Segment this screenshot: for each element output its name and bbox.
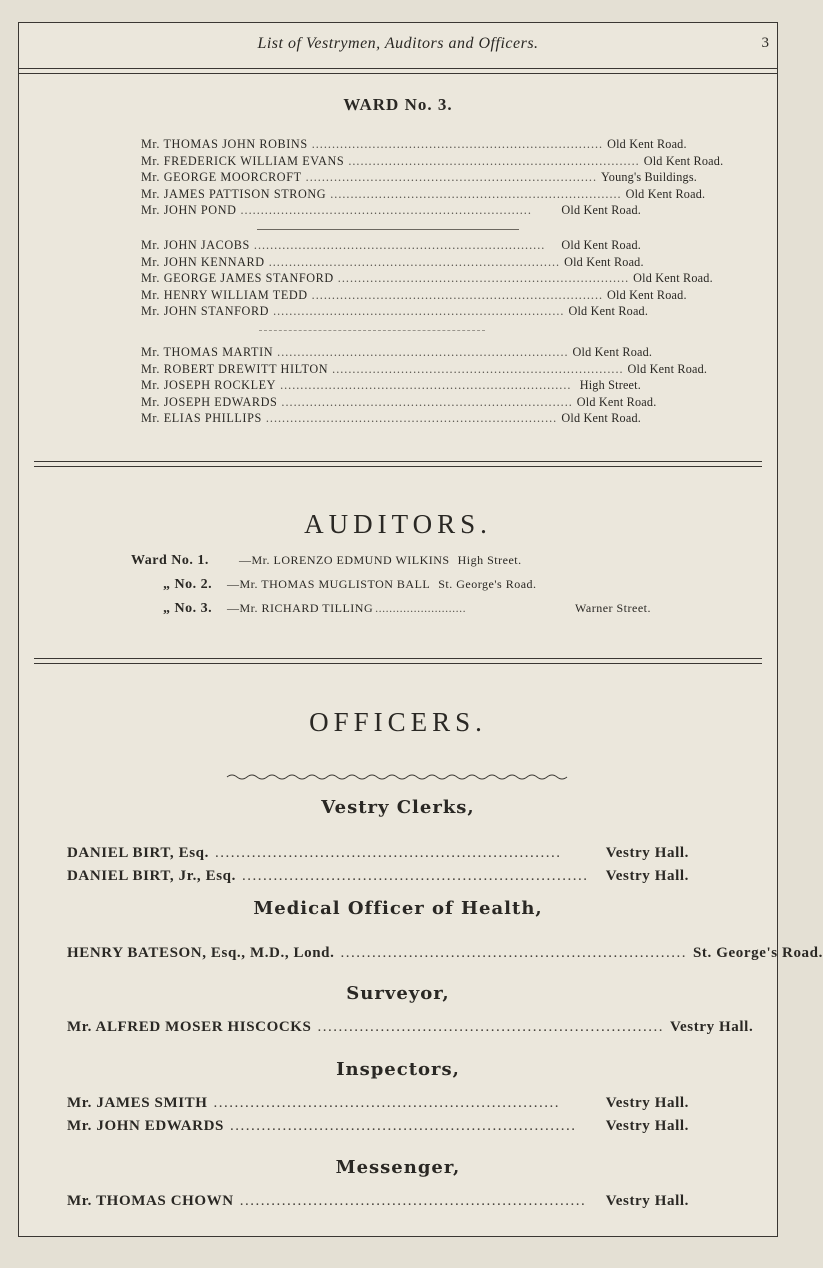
leader-dots: ........................................................................ [330,186,622,201]
auditor-name: —Mr. LORENZO EDMUND WILKINS [239,553,450,567]
vestryman-name: Mr. JOHN KENNARD [141,254,265,269]
vestry-clerks-heading: Vestry Clerks, [321,797,475,818]
leader-dots: .................................................................. [317,1019,664,1035]
vestryman-address: Old Kent Road. [564,254,644,269]
medical-officer-list [67,945,823,968]
vestryman-address: Young's Buildings. [601,170,698,185]
list-item [141,271,713,288]
leader-dots: ........................................................................ [337,271,630,286]
leader-dots: .................................................................. [239,1193,587,1209]
list-item [67,845,689,868]
ornamental-wavy-rule [227,773,567,781]
list-item [141,361,708,379]
vestryman-name: Mr. THOMAS JOHN ROBINS [141,137,308,151]
list-item [67,1095,689,1118]
officer-address: St. George's Road. [692,945,823,961]
inspectors-list [67,1095,689,1141]
leader-dots: .................................................................. [229,1118,577,1134]
header-rule [19,68,777,74]
list-item [141,394,657,412]
officer-name: Mr. JOHN EDWARDS [67,1118,224,1134]
officer-name: HENRY BATESON, Esq., M.D., Lond. [67,945,335,961]
list-item [141,203,641,220]
officer-address: Vestry Hall. [605,1095,689,1111]
leader-dots: ........................................................................ [268,254,561,269]
leader-dots: .................................................................. [214,845,562,861]
leader-dots: ........................................................................ [280,378,572,393]
list-item [67,945,823,968]
vestryman-name: Mr. ELIAS PHILLIPS [141,411,262,426]
vestryman-address: Old Kent Road. [568,304,649,319]
officer-address: Vestry Hall. [605,1118,689,1134]
leader-dots: ........................................................................ [311,287,604,302]
leader-dots: .................................................................. [213,1095,561,1111]
list-item [141,304,649,321]
vestryman-name: Mr. ROBERT DREWITT HILTON [141,361,329,376]
leader-dots: ........................................................................ [348,153,640,168]
auditor-address: St. George's Road. [438,577,537,591]
vestryman-address: Old Kent Road. [561,203,641,218]
list-item [141,137,687,154]
vestryman-address: Old Kent Road. [633,271,713,286]
list-item [67,1019,754,1042]
list-item [141,287,687,305]
medical-officer-heading: Medical Officer of Health, [253,898,543,919]
vestryman-address: Old Kent Road. [625,186,706,201]
list-item [67,868,689,891]
auditor-name: —Mr. RICHARD TILLING [227,601,374,615]
officer-name: DANIEL BIRT, Esq. [67,845,209,861]
vestryman-name: Mr. JAMES PATTISON STRONG [141,186,327,201]
vestryman-address: Old Kent Road. [576,394,657,409]
vestryman-name: Mr. JOHN POND [141,203,237,218]
list-item [141,153,724,171]
vestry-clerks-list [67,845,689,891]
section-rule [34,658,762,664]
ward-group-1 [141,137,724,220]
leader-dots: ........................................................................ [305,170,598,185]
ward-label: „ No. 2. [163,577,213,592]
list-item [67,1118,689,1141]
ward-group-3 [141,345,708,428]
leader-dots: ........................................................................ [240,203,532,218]
document-page [18,22,823,1237]
list-item [141,186,706,204]
vestryman-address: Old Kent Road. [643,153,724,168]
auditors-title: AUDITORS. [304,509,492,539]
vestryman-name: Mr. JOSEPH EDWARDS [141,394,278,409]
list-item [141,238,641,255]
vestryman-address: Old Kent Road. [607,287,687,302]
leader-dots: ........................................................................ [265,411,558,426]
officer-address: Vestry Hall. [605,1193,689,1209]
vestryman-name: Mr. THOMAS MARTIN [141,345,274,359]
officer-address: Vestry Hall. [669,1019,754,1035]
page-number: 3 [761,35,769,51]
ward-label: Ward No. 1. [131,553,209,568]
ward-title: WARD No. 3. [343,95,453,114]
section-rule [34,461,762,467]
running-title: List of Vestrymen, Auditors and Officers. [257,35,539,52]
list-item [141,411,641,428]
group-divider [257,229,519,230]
officer-name: Mr. JAMES SMITH [67,1095,208,1111]
ward-label: „ No. 3. [163,601,213,616]
vestryman-address: Old Kent Road. [627,361,708,376]
leader-dots: ........................................................................ [253,238,546,252]
messenger-list [67,1193,689,1216]
officer-name: Mr. ALFRED MOSER HISCOCKS [67,1019,312,1035]
list-item [141,170,698,187]
list-item [131,553,651,577]
auditor-address: High Street. [457,553,522,567]
officer-name: DANIEL BIRT, Jr., Esq. [67,868,236,884]
officer-name: Mr. THOMAS CHOWN [67,1193,234,1209]
leader-dots: ........................................................................ [273,304,565,319]
page-header [19,23,777,67]
surveyor-heading: Surveyor, [346,983,450,1004]
vestryman-name: Mr. JOHN STANFORD [141,304,270,319]
list-item [131,601,651,625]
officer-address: Vestry Hall. [605,845,689,861]
leader-dots: ........................................................................ [332,361,624,376]
list-item [141,378,641,395]
leader-dots: ........................................................................ [277,345,569,359]
messenger-heading: Messenger, [335,1157,461,1178]
list-item [131,577,651,601]
list-item [141,254,644,272]
vestryman-name: Mr. GEORGE JAMES STANFORD [141,271,334,286]
vestryman-address: Old Kent Road. [607,137,687,151]
list-item [67,1193,689,1216]
vestryman-address: Old Kent Road. [572,345,653,359]
auditors-list [131,553,651,625]
vestryman-address: High Street. [579,378,641,393]
auditor-name: —Mr. THOMAS MUGLISTON BALL [227,577,431,591]
group-divider [259,330,485,331]
vestryman-address: Old Kent Road. [561,238,641,252]
leader-dots: ........................................................................ [281,394,573,409]
vestryman-name: Mr. JOSEPH ROCKLEY [141,378,277,393]
vestryman-name: Mr. HENRY WILLIAM TEDD [141,287,308,302]
vestryman-address: Old Kent Road. [561,411,641,426]
leader-dots: ........................................................................ [311,137,604,151]
ward-group-2 [141,238,713,321]
officers-title: OFFICERS. [309,707,487,737]
inspectors-heading: Inspectors, [336,1059,460,1080]
vestryman-name: Mr. GEORGE MOORCROFT [141,170,302,185]
list-item [141,345,653,362]
leader-dots: .................................................................. [340,945,687,961]
officer-address: Vestry Hall. [605,868,689,884]
auditor-address: Warner Street. [575,601,651,615]
surveyor-list [67,1019,754,1042]
leader-dots: .......................... [375,601,467,615]
vestryman-name: Mr. JOHN JACOBS [141,238,250,252]
leader-dots: .................................................................. [241,868,589,884]
vestryman-name: Mr. FREDERICK WILLIAM EVANS [141,153,345,168]
